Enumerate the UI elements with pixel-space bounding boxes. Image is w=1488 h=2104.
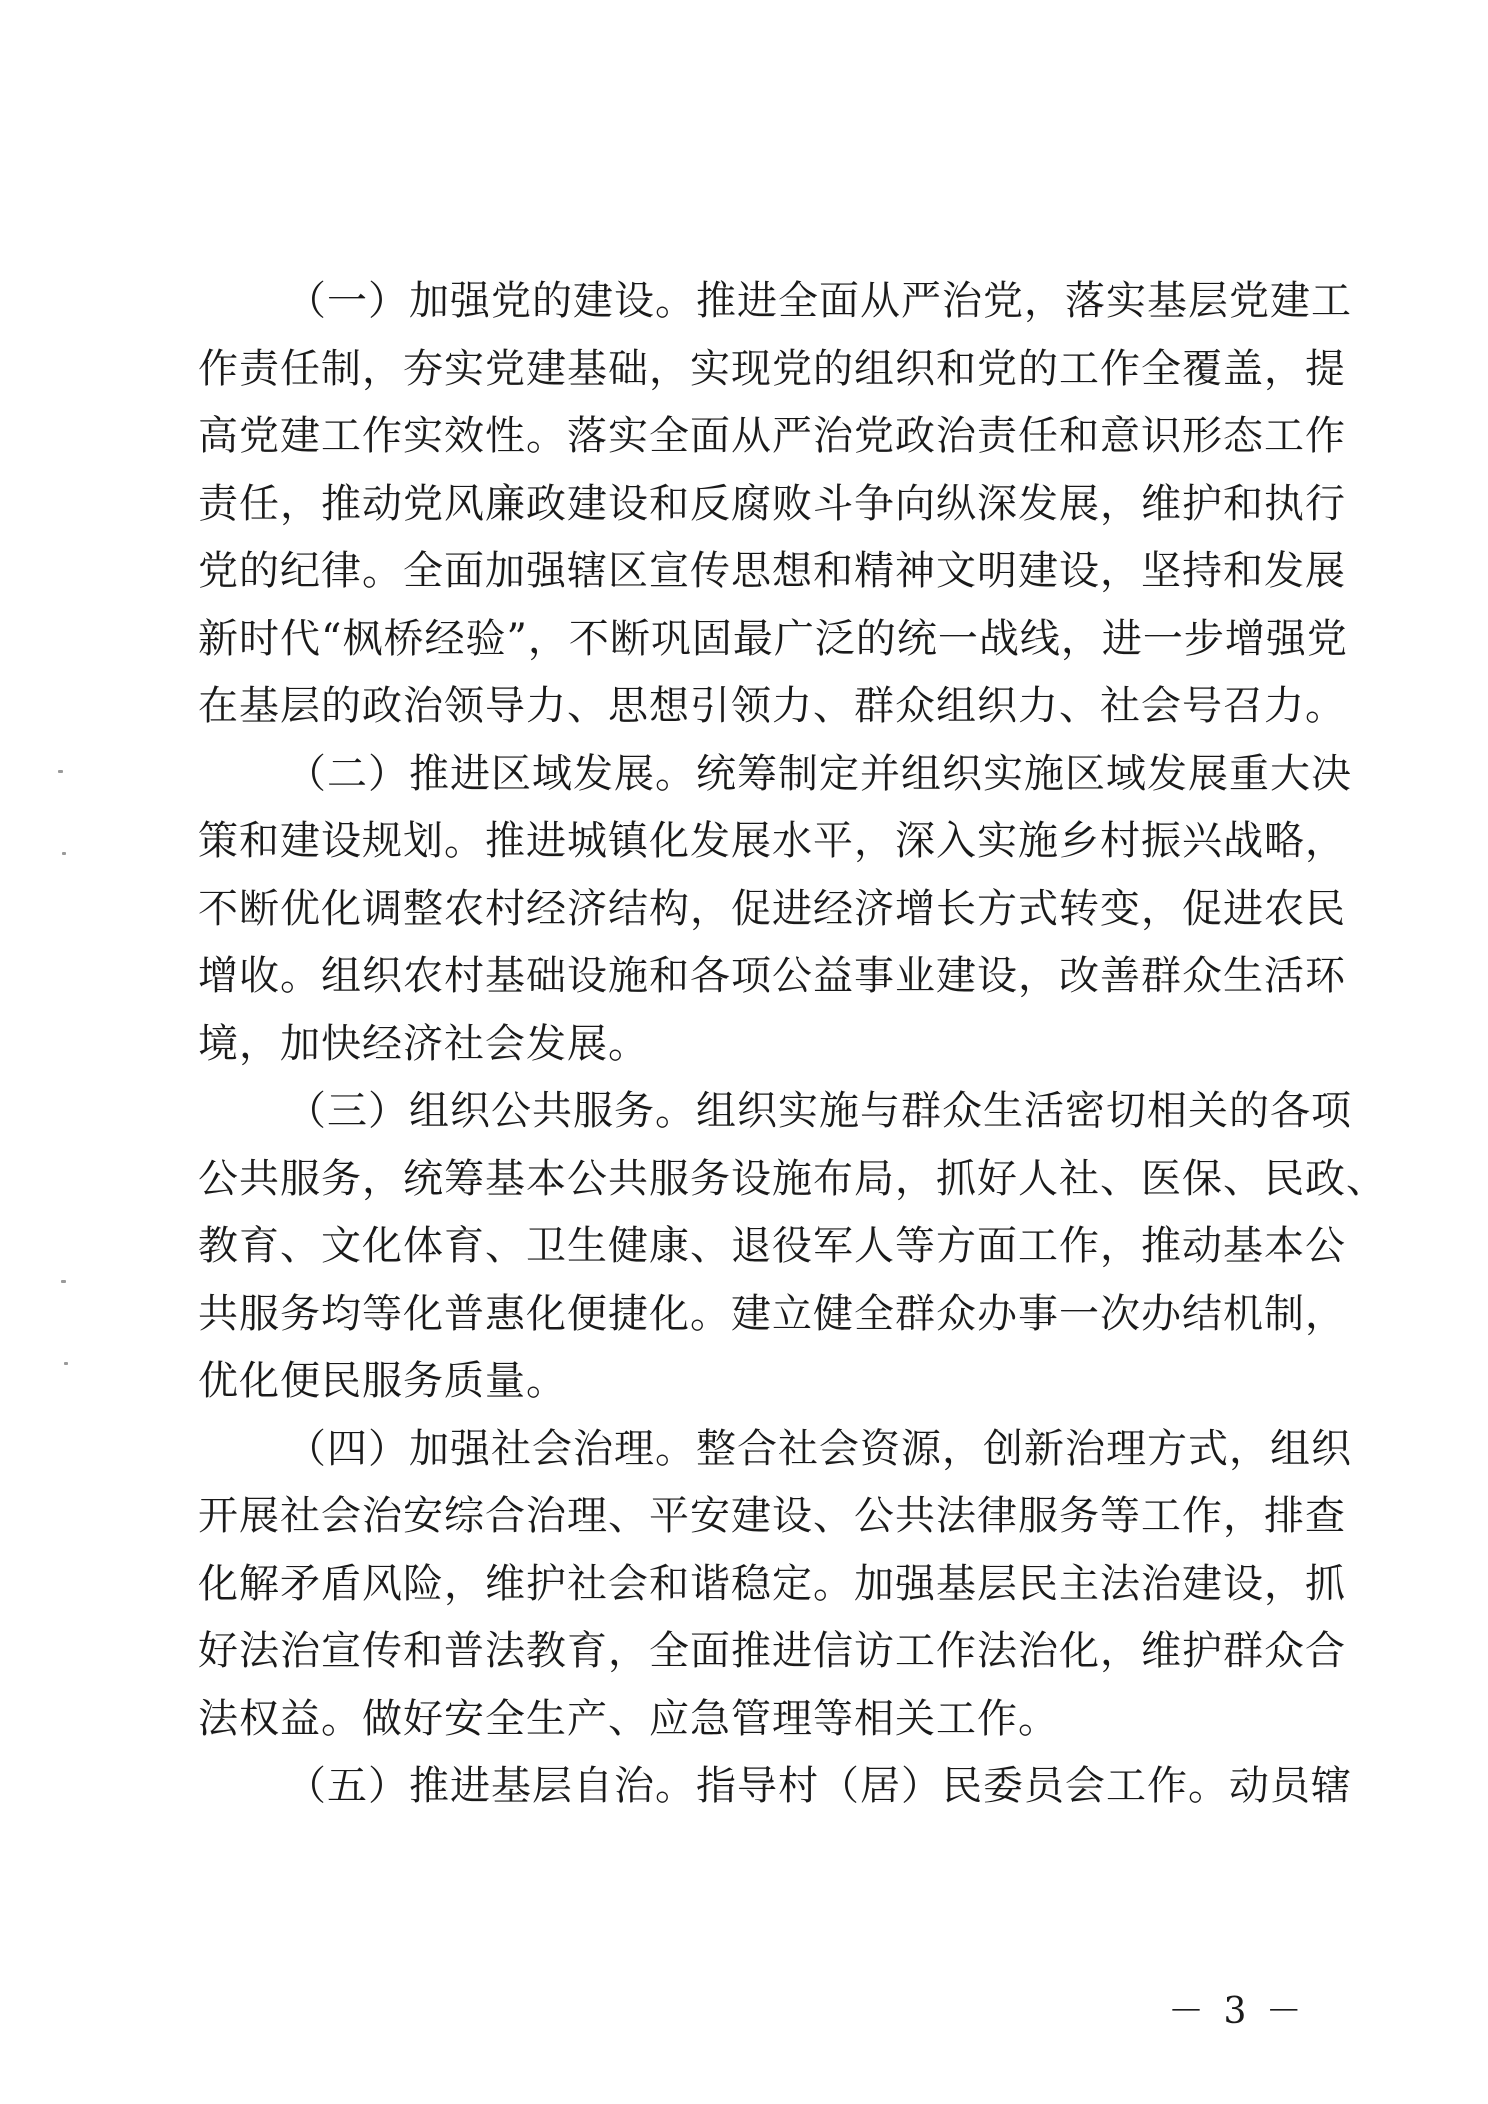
paragraph-1-line-1: （一）加强党的建设。推进全面从严治党，落实基层党建工 [286, 278, 1352, 324]
scan-speck [62, 852, 66, 855]
scan-speck [61, 1280, 66, 1283]
body-text [198, 268, 1387, 1821]
paragraph-1-line-7: 在基层的政治领导力、思想引领力、群众组织力、社会号召力。 [198, 683, 1346, 729]
paragraph-3-line-4: 共服务均等化普惠化便捷化。建立健全群众办事一次办结机制， [198, 1290, 1346, 1337]
paragraph-1-line-4: 责任，推动党风廉政建设和反腐败斗争向纵深发展，维护和执行 [198, 480, 1346, 527]
paragraph-2-line-4: 增收。组织农村基础设施和各项公益事业建设，改善群众生活环 [198, 953, 1346, 999]
paragraph-4-line-1: （四）加强社会治理。整合社会资源，创新治理方式，组织 [286, 1425, 1352, 1472]
paragraph-2-line-1: （二）推进区域发展。统筹制定并组织实施区域发展重大决 [286, 750, 1352, 797]
paragraph-1-line-6: 新时代“枫桥经验”，不断巩固最广泛的统一战线，进一步增强党 [198, 615, 1348, 662]
paragraph-3-line-1: （三）组织公共服务。组织实施与群众生活密切相关的各项 [286, 1088, 1352, 1134]
paragraph-2-line-3: 不断优化调整农村经济结构，促进经济增长方式转变，促进农民 [198, 885, 1346, 932]
paragraph-3-line-2: 公共服务，统筹基本公共服务设施布局，抓好人社、医保、民政、 [198, 1155, 1387, 1202]
paragraph-4-line-5: 法权益。做好安全生产、应急管理等相关工作。 [198, 1695, 1059, 1742]
paragraph-4-line-2: 开展社会治安综合治理、平安建设、公共法律服务等工作，排查 [198, 1493, 1346, 1539]
scan-speck [64, 1362, 68, 1365]
paragraph-5-line-1: （五）推进基层自治。指导村（居）民委员会工作。动员辖 [286, 1763, 1352, 1809]
paragraph-1-line-5: 党的纪律。全面加强辖区宣传思想和精神文明建设，坚持和发展 [198, 548, 1346, 594]
paragraph-1-line-2: 作责任制，夯实党建基础，实现党的组织和党的工作全覆盖，提 [198, 345, 1346, 392]
page-number: － 3 － [1168, 1991, 1306, 2032]
paragraph-4-line-4: 好法治宣传和普法教育，全面推进信访工作法治化，维护群众合 [198, 1628, 1346, 1674]
paragraph-2-line-2: 策和建设规划。推进城镇化发展水平，深入实施乡村振兴战略， [198, 818, 1346, 864]
paragraph-2-line-5: 境，加快经济社会发展。 [198, 1020, 649, 1067]
paragraph-3-line-5: 优化便民服务质量。 [198, 1358, 567, 1404]
paragraph-3-line-3: 教育、文化体育、卫生健康、退役军人等方面工作，推动基本公 [198, 1223, 1346, 1269]
paragraph-1-line-3: 高党建工作实效性。落实全面从严治党政治责任和意识形态工作 [198, 413, 1346, 459]
paragraph-4-line-3: 化解矛盾风险，维护社会和谐稳定。加强基层民主法治建设，抓 [198, 1560, 1346, 1607]
scan-speck [58, 770, 63, 773]
